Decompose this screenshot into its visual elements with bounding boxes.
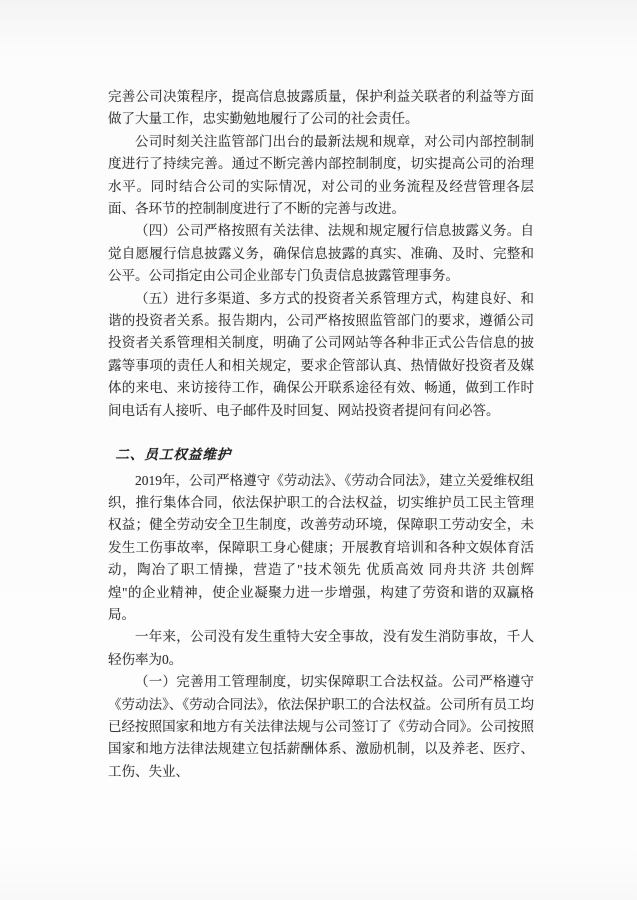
body-paragraph: （四）公司严格按照有关法律、法规和规定履行信息披露义务。自觉自愿履行信息披露义务，确保信息披露的真实、准确、及时、完整和公平。公司指定由公司企业部专门负责信息披露管理事务。	[108, 223, 534, 284]
section-heading: 二、员工权益维护	[115, 447, 232, 463]
body-paragraph: 一年来，公司没有发生重特大安全事故，没有发生消防事故，千人轻伤率为0。	[108, 629, 534, 667]
body-paragraph: 完善公司决策程序，提高信息披露质量，保护利益关联者的利益等方面做了大量工作，忠实勤勉地履行了公司的社会责任。	[108, 89, 534, 127]
body-paragraph: （一）完善用工管理制度，切实保障职工合法权益。公司严格遵守《劳动法》、《劳动合同法》，依法保护职工的合法权益。公司所有员工均已经按照国家和地方有关法律法规与公司签订了《劳动合同》。公司按照国家和地方法律法规建立包括薪酬体系、激励机制，以及养老、医疗、工伤、失业、	[108, 674, 534, 779]
document-content	[108, 86, 534, 783]
body-paragraph: 公司时刻关注监管部门出台的最新法规和规章，对公司内部控制制度进行了持续完善。通过不断完善内部控制制度，切实提高公司的治理水平。同时结合公司的实际情况，对公司的业务流程及经营管理各层面、各环节的控制制度进行了不断的完善与改进。	[108, 133, 534, 217]
body-paragraph: 2019年，公司严格遵守《劳动法》、《劳动合同法》，建立关爱维权组织，推行集体合同，依法保护职工的合法权益，切实维护员工民主管理权益；健全劳动安全卫生制度，改善劳动环境，保障职工劳动安全，未发生工伤事故率，保障职工身心健康；开展教育培训和各种文娱体育活动，陶冶了职工情操，营造了"技术领先 优质高效 同舟共济 共创辉煌"的企业精神，使企业凝聚力进一步增强，构建了劳资和谐的双赢格局。	[108, 472, 534, 622]
body-paragraph: （五）进行多渠道、多方式的投资者关系管理方式，构建良好、和谐的投资者关系。报告期内，公司严格按照监管部门的要求，遵循公司投资者关系管理相关制度，明确了公司网站等各种非正式公告信息的披露等事项的责任人和相关规定，要求企管部认真、热情做好投资者及媒体的来电、来访接待工作，确保公开联系途径有效、畅通，做到工作时间电话有人接听、电子邮件及时回复、网站投资者提问有问必答。	[108, 290, 534, 418]
